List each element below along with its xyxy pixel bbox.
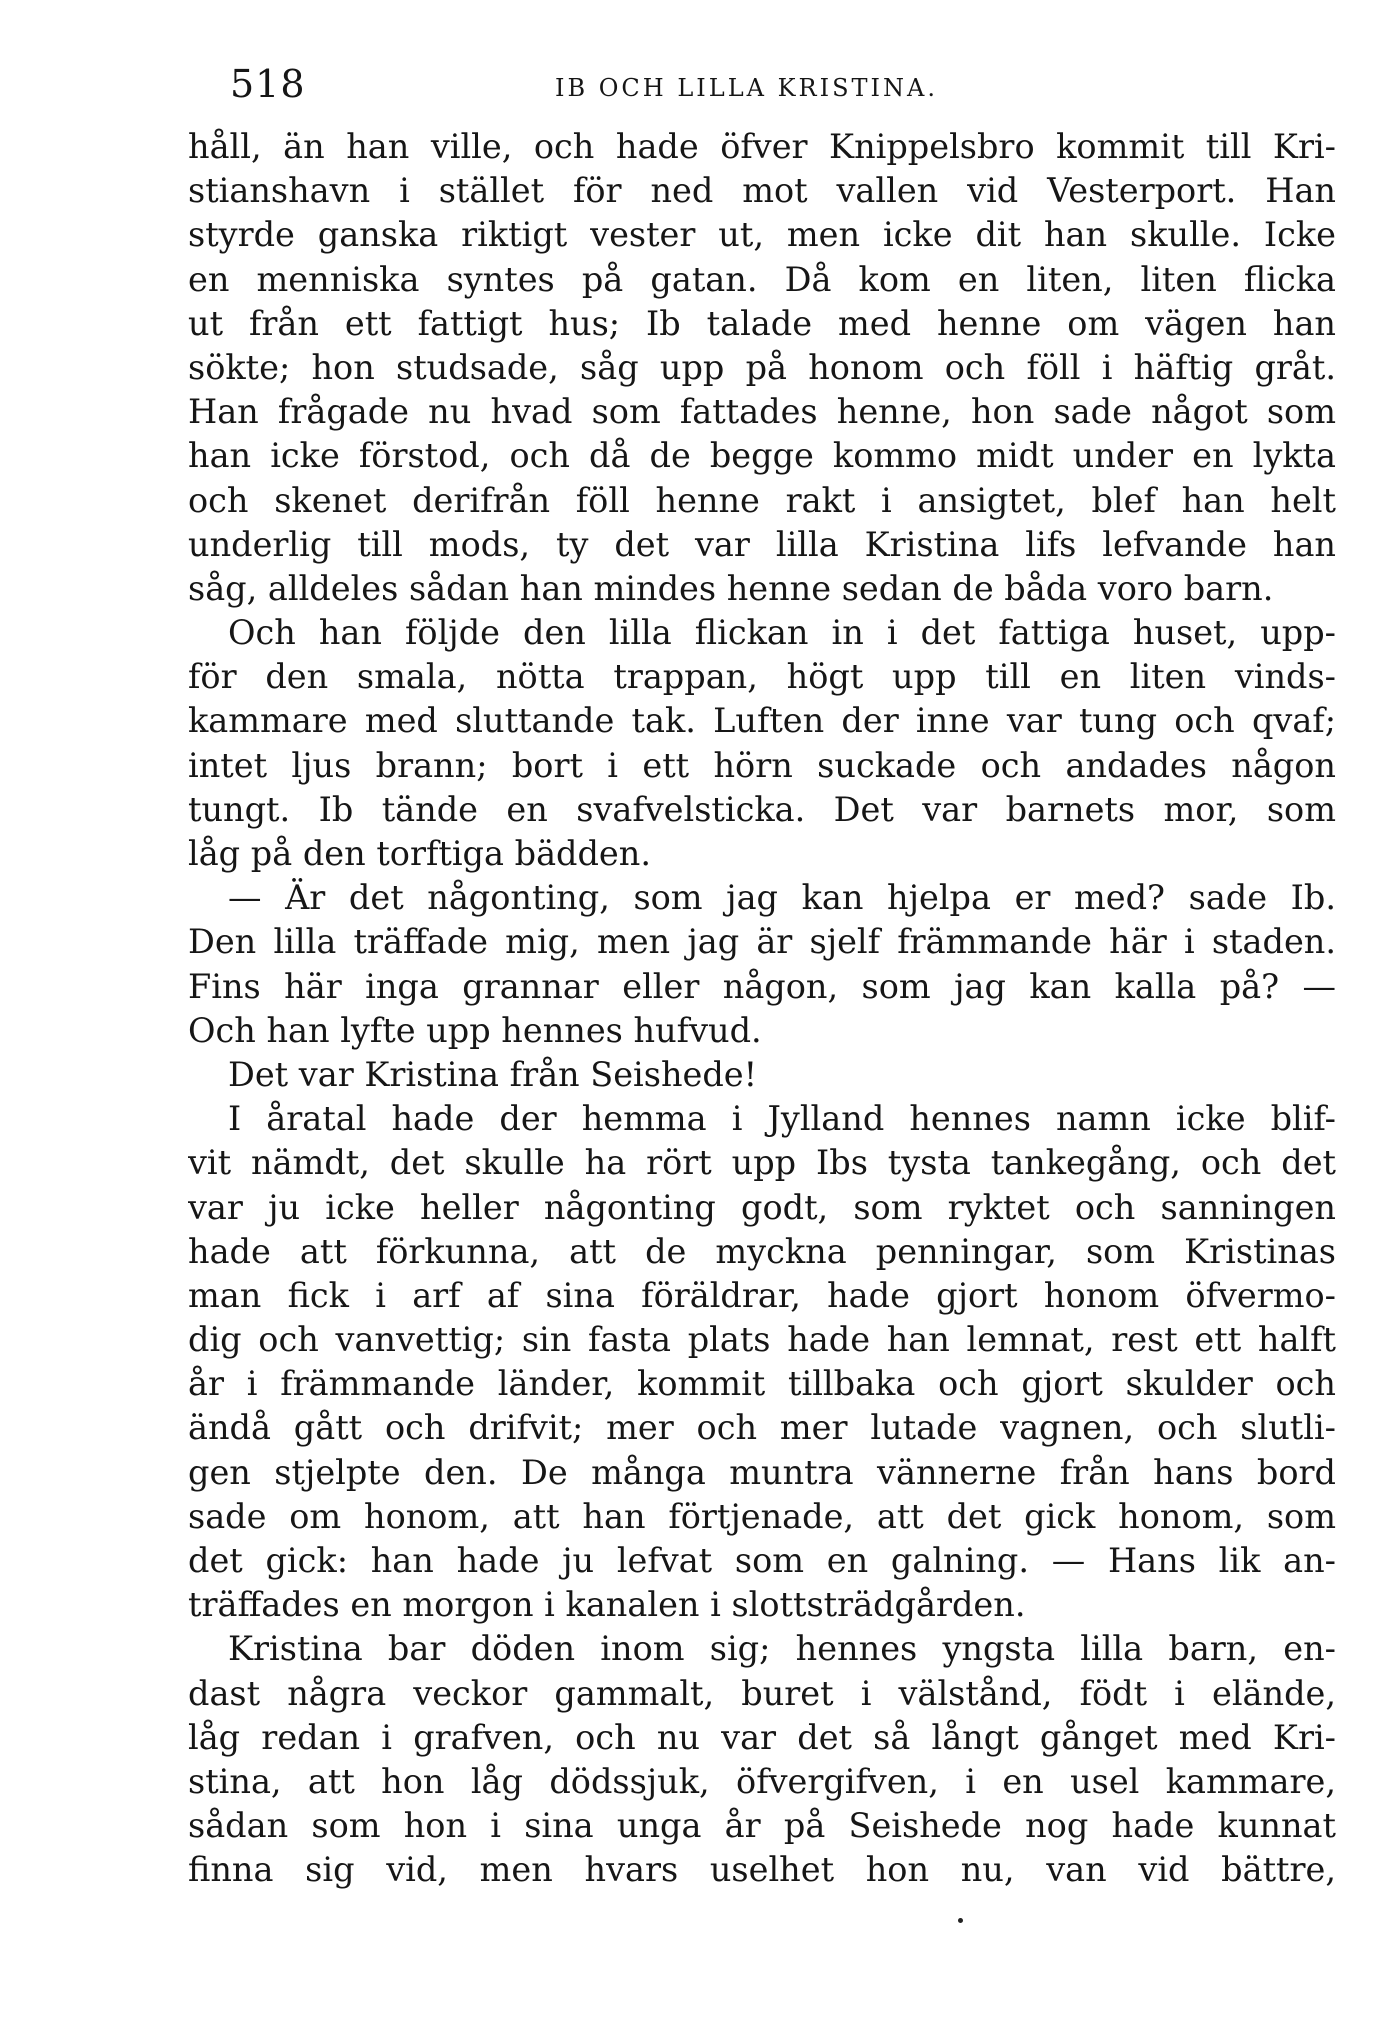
text-line: man fick i arf af sina föräldrar, hade gjort honom öfvermo- bbox=[188, 1275, 1336, 1315]
text-line: intet ljus brann; bort i ett hörn suckade och andades någon bbox=[188, 745, 1336, 785]
text-line: Den lilla träffade mig, men jag är sjelf främmande här i staden. bbox=[188, 922, 1336, 962]
text-line: stianshavn i stället för ned mot vallen vid Vesterport. Han bbox=[188, 171, 1336, 211]
text-line: gen stjelpte den. De många muntra vännerne från hans bord bbox=[188, 1452, 1336, 1492]
text-line: finna sig vid, men hvars uselhet hon nu, van vid bättre, bbox=[188, 1850, 1336, 1890]
page-number: 518 bbox=[230, 62, 306, 106]
text-line: och skenet derifrån föll henne rakt i ansigtet, blef han helt bbox=[188, 480, 1336, 520]
body-text bbox=[188, 125, 1336, 1893]
text-line: håll, än han ville, och hade öfver Knippelsbro kommit till Kri- bbox=[188, 127, 1336, 166]
text-line: — Är det någonting, som jag kan hjelpa er med? sade Ib. bbox=[228, 878, 1336, 918]
text-line: hade att förkunna, att de myckna penningar, som Kristinas bbox=[188, 1231, 1336, 1271]
text-line: låg redan i grafven, och nu var det så långt gånget med Kri- bbox=[188, 1717, 1336, 1757]
text-line: stina, att hon låg dödssjuk, öfvergifven, i en usel kammare, bbox=[188, 1761, 1336, 1801]
text-line: såg, alldeles sådan han mindes henne sedan de båda voro barn. bbox=[188, 568, 1274, 608]
text-line: underlig till mods, ty det var lilla Kristina lifs lefvande han bbox=[188, 524, 1336, 564]
text-line: vit nämdt, det skulle ha rört upp Ibs tysta tankegång, och det bbox=[188, 1143, 1336, 1183]
text-line: en menniska syntes på gatan. Då kom en liten, liten flicka bbox=[188, 259, 1336, 299]
text-line: Han frågade nu hvad som fattades henne, hon sade något som bbox=[188, 392, 1336, 432]
text-line: Och han följde den lilla flickan in i det fattiga huset, upp- bbox=[228, 613, 1336, 653]
text-line: Kristina bar döden inom sig; hennes yngsta lilla barn, en- bbox=[228, 1629, 1336, 1669]
print-speck bbox=[958, 1918, 963, 1923]
text-line: för den smala, nötta trappan, högt upp till en liten vinds- bbox=[188, 657, 1336, 697]
text-line: Och han lyfte upp hennes hufvud. bbox=[188, 1010, 762, 1050]
text-line: dig och vanvettig; sin fasta plats hade han lemnat, rest ett halft bbox=[188, 1320, 1336, 1360]
text-line: år i främmande länder, kommit tillbaka och gjort skulder och bbox=[188, 1364, 1336, 1404]
text-line: tungt. Ib tände en svafvelsticka. Det var barnets mor, som bbox=[188, 789, 1336, 829]
text-line: sade om honom, att han förtjenade, att det gick honom, som bbox=[188, 1496, 1336, 1536]
text-line: I åratal hade der hemma i Jylland hennes namn icke blif- bbox=[228, 1099, 1336, 1139]
running-title: IB OCH LILLA KRISTINA. bbox=[555, 74, 938, 102]
text-line: träffades en morgon i kanalen i slottsträdgården. bbox=[188, 1585, 1026, 1625]
text-line: Det var Kristina från Seishede! bbox=[228, 1054, 758, 1094]
text-line: Fins här inga grannar eller någon, som jag kan kalla på? — bbox=[188, 966, 1336, 1006]
text-line: styrde ganska riktigt vester ut, men icke dit han skulle. Icke bbox=[188, 215, 1336, 255]
text-line: sådan som hon i sina unga år på Seishede nog hade kunnat bbox=[188, 1806, 1336, 1846]
text-line: sökte; hon studsade, såg upp på honom och föll i häftig gråt. bbox=[188, 347, 1336, 387]
text-line: ändå gått och drifvit; mer och mer lutade vagnen, och slutli- bbox=[188, 1408, 1336, 1448]
page-header bbox=[230, 62, 1330, 122]
text-line: det gick: han hade ju lefvat som en galning. — Hans lik an- bbox=[188, 1541, 1336, 1580]
text-line: var ju icke heller någonting godt, som ryktet och sanningen bbox=[188, 1187, 1336, 1227]
text-line: han icke förstod, och då de begge kommo midt under en lykta bbox=[188, 436, 1336, 476]
text-line: ut från ett fattigt hus; Ib talade med henne om vägen han bbox=[188, 303, 1336, 343]
text-line: kammare med sluttande tak. Luften der inne var tung och qvaf; bbox=[188, 701, 1336, 741]
text-line: låg på den torftiga bädden. bbox=[188, 834, 651, 873]
text-line: dast några veckor gammalt, buret i välstånd, födt i elände, bbox=[188, 1673, 1336, 1713]
